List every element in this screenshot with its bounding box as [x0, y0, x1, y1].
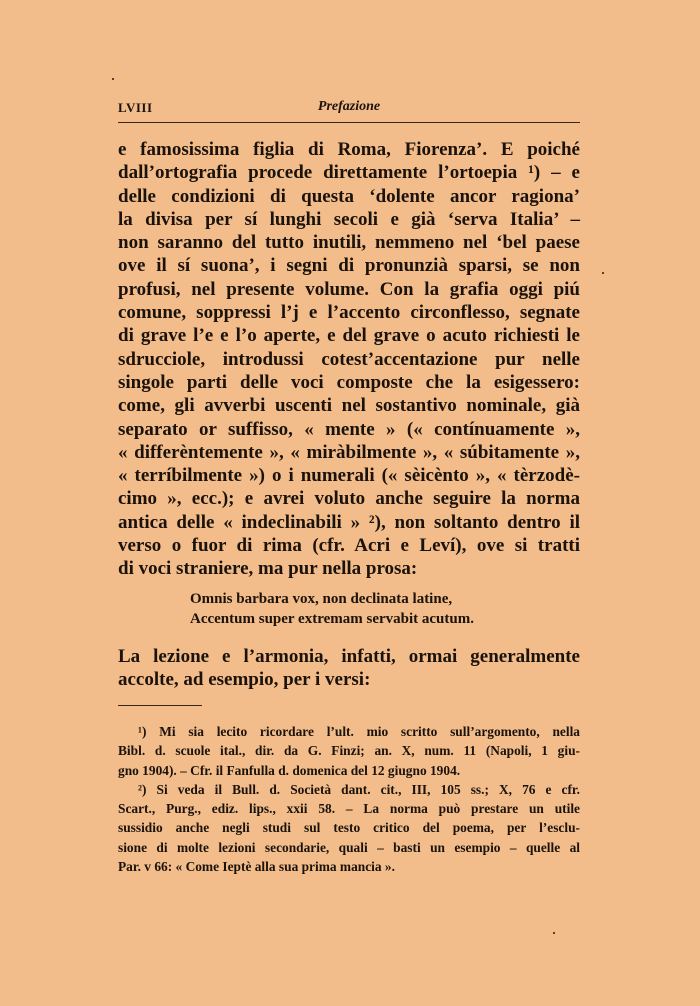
- page-number: LVIII: [118, 100, 153, 115]
- second-paragraph: [118, 645, 580, 692]
- text-line: antica delle « indeclinabili » ²), non soltanto dentro il: [118, 511, 580, 533]
- text-line: comune, soppressi l’j e l’accento circonflesso, segnate: [118, 302, 580, 324]
- text-line: « terríbilmente ») o i numerali (« sèicènto », « tèrzodè-: [118, 465, 580, 487]
- latin-quotation: [190, 589, 474, 629]
- footnote-line: sussidio anche negli studi sul testo critico del poema, per l’esclu-: [118, 820, 580, 836]
- text-line: non saranno del tutto inutili, nemmeno nel ‘bel paese: [118, 232, 580, 254]
- text-line: singole parti delle voci composte che la esigessero:: [118, 371, 580, 393]
- running-title: Prefazione: [317, 99, 381, 114]
- text-line: ove il sí suona’, i segni di pronunzià sparsi, se non: [118, 255, 580, 277]
- footnote-line: ²) Si veda il Bull. d. Società dant. cit., III, 105 ss.; X, 76 e cfr.: [138, 781, 580, 797]
- footnote-line: ¹) Mi sia lecito ricordare l’ult. mio scritto sull’argomento, nella: [138, 724, 580, 739]
- text-line: di grave l’e e l’o aperte, e del grave o acuto richiesti le: [118, 325, 580, 347]
- ink-speck: [112, 78, 114, 80]
- text-line: cimo », ecc.); e avrei voluto anche seguire la norma: [118, 488, 580, 510]
- header-rule: [118, 122, 580, 123]
- text-line: verso o fuor di rima (cfr. Acri e Leví), ove si tratti: [118, 535, 580, 557]
- main-paragraph: [118, 138, 580, 581]
- footnote-line: sione di molte lezioni secondarie, quali – basti un esempio – quelle al: [118, 839, 580, 855]
- text-line: accolte, ad esempio, per i versi:: [118, 669, 371, 691]
- text-line: la divisa per sí lunghi secoli e già ‘serva Italia’ –: [118, 208, 580, 230]
- ink-speck: [553, 932, 555, 934]
- text-line: delle condizioni di questa ‘dolente ancor ragiona’: [118, 185, 580, 207]
- text-line: come, gli avverbi uscenti nel sostantivo nominale, già: [118, 395, 580, 417]
- footnote-line: gno 1904). – Cfr. il Fanfulla d. domenica del 12 giugno 1904.: [118, 762, 461, 778]
- text-line: separato or suffisso, « mente » (« contínuamente »,: [118, 418, 580, 440]
- footnote-line: Par. v 66: « Come Ieptè alla sua prima mancia ».: [118, 859, 395, 875]
- quote-line: Accentum super extremam servabit acutum.: [190, 611, 474, 627]
- text-line: di voci straniere, ma pur nella prosa:: [118, 558, 418, 580]
- text-line: « differèntemente », « miràbilmente », « súbitamente »,: [118, 441, 580, 463]
- footnote-line: Scart., Purg., ediz. lips., xxii 58. – La norma può prestare un utile: [118, 801, 580, 817]
- quote-line: Omnis barbara vox, non declinata latine,: [190, 591, 453, 607]
- text-line: e famosissima figlia di Roma, Fiorenza’. E poiché: [118, 139, 580, 160]
- ink-speck: [602, 272, 604, 274]
- footnotes: [118, 722, 580, 876]
- text-line: profusi, nel presente volume. Con la grafia oggi piú: [118, 278, 580, 300]
- text-line: La lezione e l’armonia, infatti, ormai generalmente: [118, 646, 580, 667]
- text-line: dall’ortografia procede direttamente l’ortoepia ¹) – e: [118, 162, 580, 184]
- text-line: sdrucciole, introdussi cotest’accentazione pur nelle: [118, 348, 580, 370]
- footnote-line: Bibl. d. scuole ital., dir. da G. Finzi; an. X, num. 11 (Napoli, 1 giu-: [118, 743, 580, 759]
- footnote-rule: [118, 705, 202, 706]
- page-header: [118, 98, 580, 120]
